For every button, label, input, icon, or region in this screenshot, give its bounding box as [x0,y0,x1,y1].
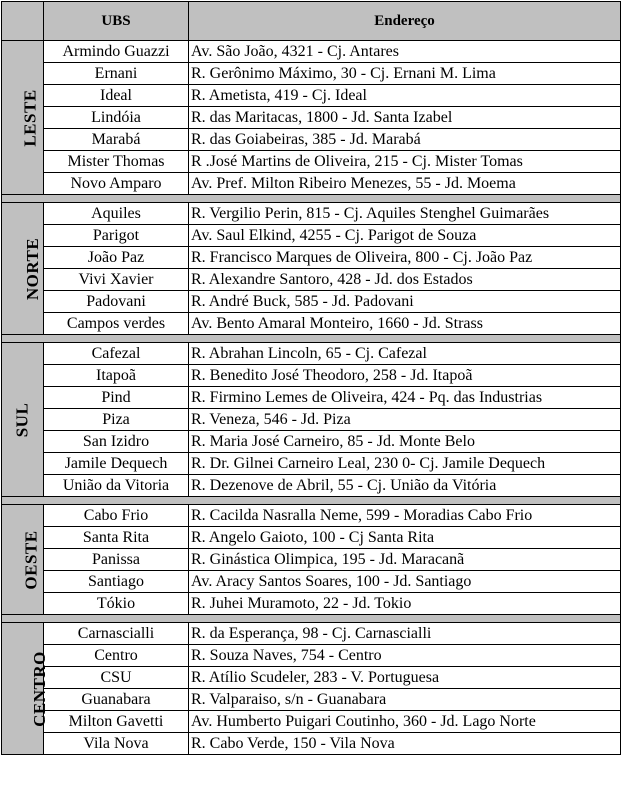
address-cell: R. Juhei Muramoto, 22 - Jd. Tokio [189,593,621,615]
table-row [2,41,621,63]
address-cell: R. Veneza, 546 - Jd. Piza [189,409,621,431]
ubs-name-cell: Milton Gavetti [44,711,189,733]
table-row [2,453,621,475]
address-cell: R. Atílio Scudeler, 283 - V. Portuguesa [189,667,621,689]
table-body [2,41,621,755]
table-row [2,505,621,527]
ubs-name-cell: Cabo Frio [44,505,189,527]
table-row [2,85,621,107]
ubs-name-cell: Campos verdes [44,313,189,335]
table-row [2,689,621,711]
header-row [2,2,621,41]
table-row [2,527,621,549]
ubs-name-cell: Panissa [44,549,189,571]
ubs-name-cell: Armindo Guazzi [44,41,189,63]
ubs-name-cell: Novo Amparo [44,173,189,195]
ubs-name-cell: Cafezal [44,343,189,365]
address-cell: R. Angelo Gaioto, 100 - Cj Santa Rita [189,527,621,549]
address-cell: Av. Humberto Puigari Coutinho, 360 - Jd. Lago Norte [189,711,621,733]
region-cell [2,505,44,615]
ubs-name-cell: CSU [44,667,189,689]
address-cell: R. Benedito José Theodoro, 258 - Jd. Itapoã [189,365,621,387]
address-cell: Av. Aracy Santos Soares, 100 - Jd. Santiago [189,571,621,593]
table-row [2,623,621,645]
table-row [2,549,621,571]
address-cell: R. Valparaiso, s/n - Guanabara [189,689,621,711]
ubs-name-cell: Centro [44,645,189,667]
address-cell: R. André Buck, 585 - Jd. Padovani [189,291,621,313]
address-cell: R. Gerônimo Máximo, 30 - Cj. Ernani M. Lima [189,63,621,85]
address-cell: Av. Bento Amaral Monteiro, 1660 - Jd. Strass [189,313,621,335]
ubs-name-cell: Aquiles [44,203,189,225]
corner-cell [2,2,44,41]
address-cell: R. Dezenove de Abril, 55 - Cj. União da Vitória [189,475,621,497]
table-row [2,645,621,667]
address-cell: R .José Martins de Oliveira, 215 - Cj. Mister Tomas [189,151,621,173]
table-row [2,711,621,733]
table-row [2,343,621,365]
address-cell: R. Ametista, 419 - Cj. Ideal [189,85,621,107]
region-cell [2,203,44,335]
region-label: CENTRO [29,650,49,727]
table-row [2,173,621,195]
ubs-name-cell: Jamile Dequech [44,453,189,475]
address-cell: R. Cabo Verde, 150 - Vila Nova [189,733,621,755]
address-cell: Av. Pref. Milton Ribeiro Menezes, 55 - Jd. Moema [189,173,621,195]
address-cell: R. das Goiabeiras, 385 - Jd. Marabá [189,129,621,151]
ubs-name-cell: União da Vitoria [44,475,189,497]
table-row [2,225,621,247]
table-row [2,313,621,335]
region-separator [2,195,621,203]
table-row [2,571,621,593]
header-endereco: Endereço [189,2,621,41]
ubs-name-cell: Ernani [44,63,189,85]
ubs-name-cell: San Izidro [44,431,189,453]
address-cell: R. Souza Naves, 754 - Centro [189,645,621,667]
region-label: NORTE [23,237,43,300]
table-row [2,63,621,85]
separator-cell [2,497,621,505]
address-cell: R. das Maritacas, 1800 - Jd. Santa Izabel [189,107,621,129]
region-separator [2,497,621,505]
ubs-name-cell: Lindóia [44,107,189,129]
region-label: LESTE [20,88,40,147]
ubs-name-cell: Vivi Xavier [44,269,189,291]
ubs-name-cell: Parigot [44,225,189,247]
address-cell: R. Alexandre Santoro, 428 - Jd. dos Estados [189,269,621,291]
address-cell: R. Dr. Gilnei Carneiro Leal, 230 0- Cj. Jamile Dequech [189,453,621,475]
address-cell: R. Maria José Carneiro, 85 - Jd. Monte Belo [189,431,621,453]
table-row [2,409,621,431]
address-cell: R. Ginástica Olimpica, 195 - Jd. Maracanã [189,549,621,571]
ubs-name-cell: Padovani [44,291,189,313]
region-label: OESTE [21,529,41,590]
address-cell: R. Vergilio Perin, 815 - Cj. Aquiles Stenghel Guimarães [189,203,621,225]
ubs-name-cell: Carnascialli [44,623,189,645]
ubs-name-cell: Marabá [44,129,189,151]
address-cell: Av. Saul Elkind, 4255 - Cj. Parigot de Souza [189,225,621,247]
table-row [2,593,621,615]
region-separator [2,335,621,343]
region-label: SUL [12,402,32,437]
ubs-table [1,1,621,755]
table-row [2,129,621,151]
table-row [2,475,621,497]
address-cell: Av. São João, 4321 - Cj. Antares [189,41,621,63]
ubs-name-cell: Santa Rita [44,527,189,549]
table-row [2,667,621,689]
table-row [2,365,621,387]
region-cell [2,41,44,195]
table-row [2,151,621,173]
ubs-name-cell: Pind [44,387,189,409]
ubs-name-cell: Santiago [44,571,189,593]
table-row [2,203,621,225]
table-row [2,291,621,313]
ubs-name-cell: Tókio [44,593,189,615]
table-row [2,247,621,269]
table-row [2,107,621,129]
address-cell: R. Cacilda Nasralla Neme, 599 - Moradias Cabo Frio [189,505,621,527]
table-row [2,733,621,755]
address-cell: R. da Esperança, 98 - Cj. Carnascialli [189,623,621,645]
region-separator [2,615,621,623]
ubs-name-cell: Ideal [44,85,189,107]
ubs-name-cell: Piza [44,409,189,431]
separator-cell [2,615,621,623]
table-row [2,269,621,291]
ubs-name-cell: Guanabara [44,689,189,711]
table-row [2,431,621,453]
table-row [2,387,621,409]
separator-cell [2,195,621,203]
address-cell: R. Firmino Lemes de Oliveira, 424 - Pq. das Industrias [189,387,621,409]
ubs-name-cell: Itapoã [44,365,189,387]
address-cell: R. Abrahan Lincoln, 65 - Cj. Cafezal [189,343,621,365]
ubs-name-cell: João Paz [44,247,189,269]
ubs-name-cell: Vila Nova [44,733,189,755]
region-cell [2,343,44,497]
region-cell [2,623,49,755]
ubs-name-cell: Mister Thomas [44,151,189,173]
address-cell: R. Francisco Marques de Oliveira, 800 - Cj. João Paz [189,247,621,269]
separator-cell [2,335,621,343]
header-ubs: UBS [44,2,189,41]
